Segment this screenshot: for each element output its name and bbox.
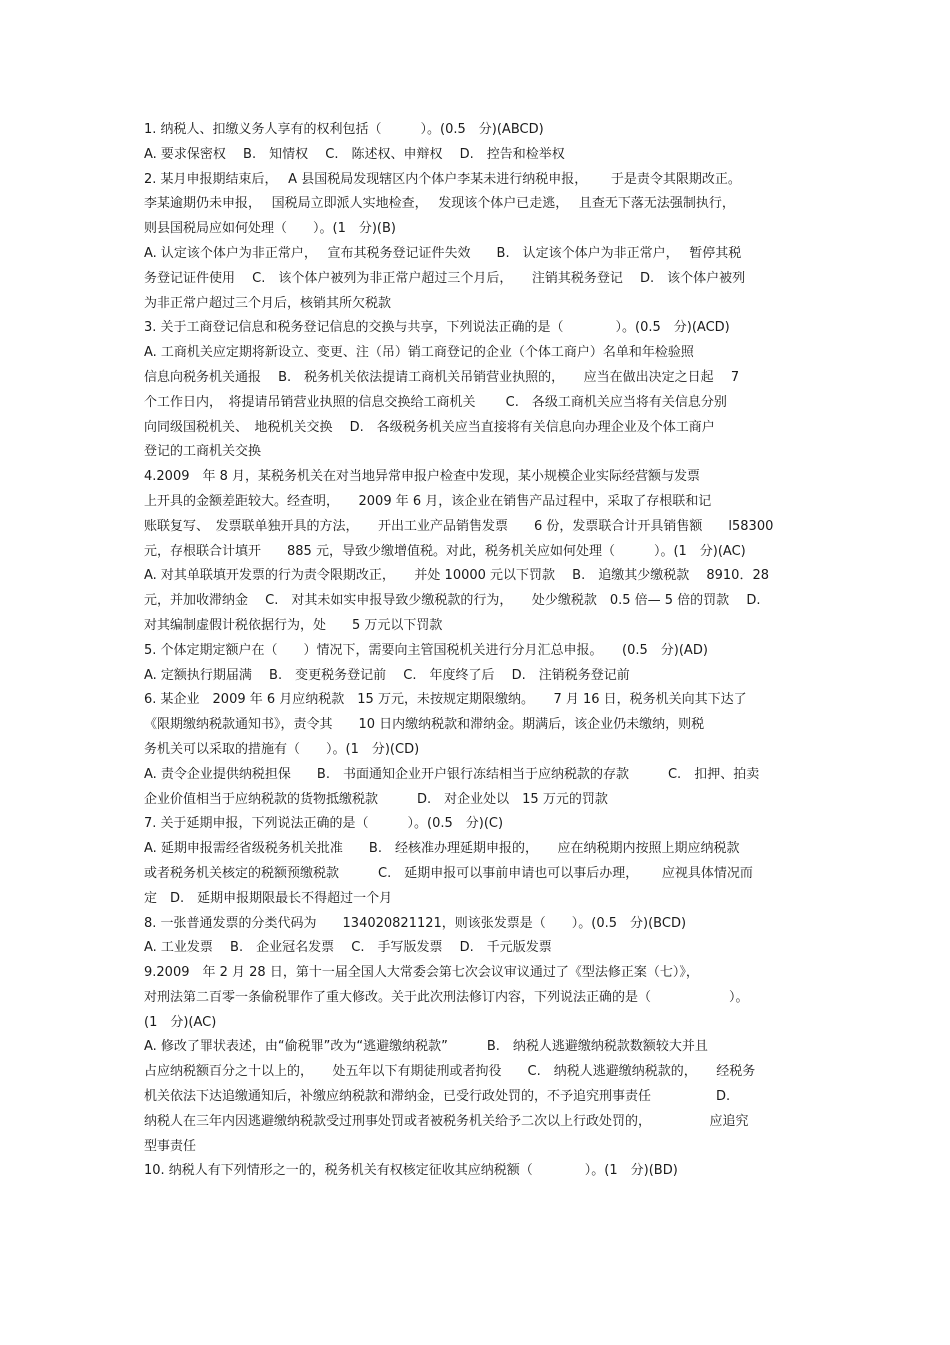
text-line: 9.2009 年 2 月 28 日，第十一届全国人大常委会第七次会议审议通过了《型法修正案（七）》， — [144, 965, 699, 981]
text-line: 向同级国税机关、 地税机关交换 D. 各级税务机关应当直接将有关信息向办理企业及个体工商户 — [144, 419, 715, 435]
document-body — [144, 118, 809, 1184]
text-line: 个工作日内， 将提请吊销营业执照的信息交换给工商机关 C. 各级工商机关应当将有关信息分别 — [144, 394, 727, 410]
text-line: 3. 关于工商登记信息和税务登记信息的交换与共享，下列说法正确的是（ ）。(0.5 分)(ACD) — [144, 320, 730, 336]
text-line: 6. 某企业 2009 年 6 月应纳税款 15 万元，未按规定期限缴纳。 7 月 16 日，税务机关向其下达了 — [144, 692, 747, 708]
text-line: 5. 个体定期定额户在（ ）情况下，需要向主管国税机关进行分月汇总申报。 (0.5 分)(AD) — [144, 642, 708, 658]
text-line: 对其编制虚假计税依据行为，处 5 万元以下罚款 — [144, 617, 443, 633]
text-line: 定 D. 延期申报期限最长不得超过一个月 — [144, 890, 393, 906]
text-line: 信息向税务机关通报 B. 税务机关依法提请工商机关吊销营业执照的， 应当在做出决定之日起 7 — [144, 369, 740, 385]
text-line: 或者税务机关核定的税额预缴税款 C. 延期申报可以事前申请也可以事后办理， 应视具体情况而 — [144, 865, 753, 881]
text-line: A. 定额执行期届满 B. 变更税务登记前 C. 年度终了后 D. 注销税务登记前 — [144, 667, 630, 683]
text-line: 务登记证件使用 C. 该个体户被列为非正常户超过三个月后， 注销其税务登记 D. 该个体户被列 — [144, 270, 746, 286]
text-line: 账联复写、 发票联单独开具的方法， 开出工业产品销售发票 6 份，发票联合计开具销售额 l58300 — [144, 518, 774, 534]
text-line: 登记的工商机关交换 — [144, 444, 262, 460]
text-line: 为非正常户超过三个月后，核销其所欠税款 — [144, 295, 392, 311]
text-line: A. 对其单联填开发票的行为责令限期改正， 并处 10000 元以下罚款 B. 追缴其少缴税款 8910．28 — [144, 568, 769, 584]
text-line: A. 责令企业提供纳税担保 B. 书面通知企业开户银行冻结相当于应纳税款的存款 C. 扣押、拍卖 — [144, 766, 760, 782]
text-line: 元，存根联合计填开 885 元，导致少缴增值税。对此，税务机关应如何处理（ ）。(1 分)(AC) — [144, 543, 746, 559]
text-line: 8. 一张普通发票的分类代码为 134020821121，则该张发票是（ ）。(0.5 分)(BCD) — [144, 915, 687, 931]
text-line: 2. 某月申报期结束后， A 县国税局发现辖区内个体户李某未进行纳税申报， 于是责令其限期改正。 — [144, 171, 741, 187]
text-line: 1. 纳税人、扣缴义务人享有的权利包括（ ）。(0.5 分)(ABCD) — [144, 122, 544, 137]
text-line: 10. 纳税人有下列情形之一的，税务机关有权核定征收其应纳税额（ ）。(1 分)(BD) — [144, 1163, 678, 1179]
text-line: A. 认定该个体户为非正常户， 宣布其税务登记证件失效 B. 认定该个体户为非正常户， 暂停其税 — [144, 245, 742, 261]
text-line: A. 工业发票 B. 企业冠名发票 C. 手写版发票 D. 千元版发票 — [144, 940, 552, 956]
text-line: 占应纳税额百分之十以上的， 处五年以下有期徒刑或者拘役 C. 纳税人逃避缴纳税款的， 经税务 — [144, 1064, 756, 1080]
text-line: 对刑法第二百零一条偷税罪作了重大修改。关于此次刑法修订内容，下列说法正确的是（ ）。 — [144, 989, 749, 1005]
text-line: 李某逾期仍未申报， 国税局立即派人实地检查， 发现该个体户已走逃， 且查无下落无法强制执行， — [144, 196, 735, 212]
text-line: 机关依法下达追缴通知后，补缴应纳税款和滞纳金，已受行政处罚的，不予追究刑事责任 D. — [144, 1089, 731, 1105]
text-line: 4.2009 年 8 月，某税务机关在对当地异常申报户检查中发现，某小规模企业实际经营额与发票 — [144, 469, 701, 485]
text-line: 型事责任 — [144, 1138, 197, 1154]
text-line: 务机关可以采取的措施有（ ）。(1 分)(CD) — [144, 741, 420, 757]
text-line: A. 要求保密权 B. 知情权 C. 陈述权、申辩权 D. 控告和检举权 — [144, 146, 565, 162]
text-line: A. 延期申报需经省级税务机关批准 B. 经核准办理延期申报的， 应在纳税期内按照上期应纳税款 — [144, 841, 740, 857]
text-line: 则县国税局应如何处理（ ）。(1 分)(B) — [144, 221, 396, 237]
text-line: 《限期缴纳税款通知书》，责令其 10 日内缴纳税款和滞纳金。期满后，该企业仍未缴纳，则税 — [144, 717, 705, 733]
text-line: A. 修改了罪状表述，由“偷税罪”改为“逃避缴纳税款” B. 纳税人逃避缴纳税款数额较大并且 — [144, 1039, 708, 1055]
text-line: 企业价值相当于应纳税款的货物抵缴税款 D. 对企业处以 15 万元的罚款 — [144, 791, 608, 807]
text-line: 上开具的金额差距较大。经查明， 2009 年 6 月，该企业在销售产品过程中，采取了存根联和记 — [144, 493, 712, 509]
text-line: 纳税人在三年内因逃避缴纳税款受过刑事处罚或者被税务机关给予二次以上行政处罚的， 应追究 — [144, 1113, 749, 1129]
text-line: 元，并加收滞纳金 C. 对其未如实申报导致少缴税款的行为， 处少缴税款 0.5 倍— 5 倍的罚款 D. — [144, 593, 761, 609]
text-line: A. 工商机关应定期将新设立、变更、注（吊）销工商登记的企业（个体工商户）名单和年检验照 — [144, 345, 694, 361]
text-line: (1 分)(AC) — [144, 1014, 217, 1030]
text-line: 7. 关于延期申报，下列说法正确的是（ ）。(0.5 分)(C) — [144, 816, 504, 832]
